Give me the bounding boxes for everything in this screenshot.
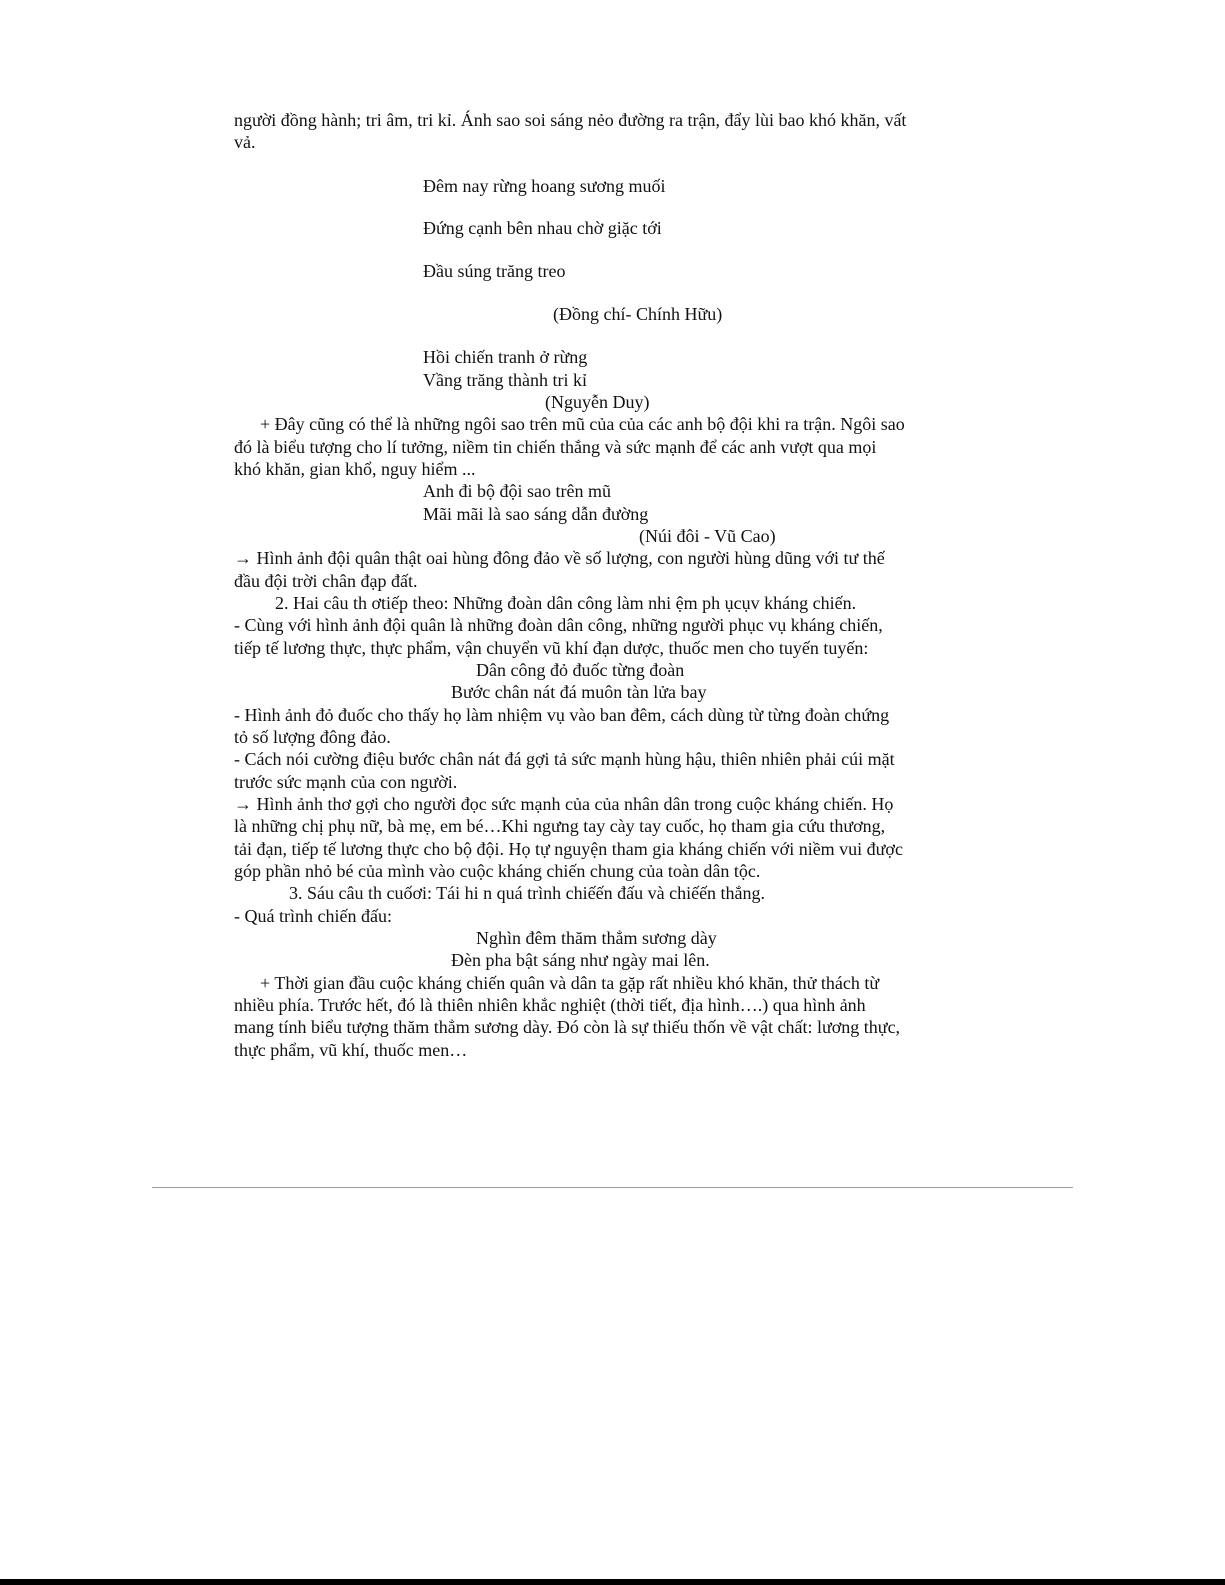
paragraph-line: trước sức mạnh của con người. (234, 772, 458, 792)
paragraph-line: - Cách nói cường điệu bước chân nát đá gợi tả sức mạnh hùng hậu, thiên nhiên phải cúi mặt (234, 749, 895, 769)
paragraph-line: - Quá trình chiến đấu: (234, 906, 392, 926)
poem-line: Bước chân nát đá muôn tàn lửa bay (451, 682, 707, 702)
poem-line: Đầu súng trăng treo (423, 261, 566, 281)
page-divider (152, 1187, 1073, 1188)
paragraph-line: đầu đội trời chân đạp đất. (234, 571, 418, 591)
paragraph-line: + Thời gian đầu cuộc kháng chiến quân và dân ta gặp rất nhiều khó khăn, thử thách từ (260, 973, 880, 993)
poem-line: Vầng trăng thành tri kỉ (423, 370, 587, 390)
bottom-edge-bar (0, 1579, 1225, 1585)
poem-citation: (Núi đôi - Vũ Cao) (639, 526, 776, 546)
poem-line: Đứng cạnh bên nhau chờ giặc tới (423, 218, 662, 238)
paragraph-line: thực phẩm, vũ khí, thuốc men… (234, 1040, 468, 1060)
poem-line: Anh đi bộ đội sao trên mũ (423, 481, 611, 501)
paragraph-line: đó là biểu tượng cho lí tưởng, niềm tin chiến thắng và sức mạnh để các anh vượt qua mọi (234, 437, 877, 457)
paragraph-line: → Hình ảnh thơ gợi cho người đọc sức mạnh của của nhân dân trong cuộc kháng chiến. Họ (234, 794, 894, 814)
paragraph-line: nhiều phía. Trước hết, đó là thiên nhiên khắc nghiệt (thời tiết, địa hình….) qua hình ảnh (234, 995, 866, 1015)
paragraph-line: tiếp tế lương thực, thực phẩm, vận chuyển vũ khí đạn dược, thuốc men cho tuyến tuyến: (234, 638, 869, 658)
paragraph-line: vả. (234, 132, 256, 152)
paragraph-line: mang tính biểu tượng thăm thẳm sương dày. Đó còn là sự thiếu thốn về vật chất: lương thực, (234, 1017, 901, 1037)
section-heading: 2. Hai câu th ơtiếp theo: Những đoàn dân công làm nhi ệm ph ụcụv kháng chiến. (275, 593, 857, 613)
paragraph-line: - Cùng với hình ảnh đội quân là những đoàn dân công, những người phục vụ kháng chiến, (234, 615, 883, 635)
poem-citation: (Nguyễn Duy) (545, 392, 650, 412)
poem-line: Hồi chiến tranh ở rừng (423, 347, 588, 367)
paragraph-line: góp phần nhỏ bé của mình vào cuộc kháng chiến chung của toàn dân tộc. (234, 861, 761, 881)
paragraph-line: khó khăn, gian khổ, nguy hiểm ... (234, 459, 476, 479)
paragraph-line: - Hình ảnh đỏ đuốc cho thấy họ làm nhiệm vụ vào ban đêm, cách dùng từ từng đoàn chứng (234, 705, 890, 725)
poem-line: Đèn pha bật sáng như ngày mai lên. (451, 950, 710, 970)
poem-line: Đêm nay rừng hoang sương muối (423, 176, 666, 196)
poem-line: Dân công đỏ đuốc từng đoàn (476, 660, 685, 680)
poem-line: Nghìn đêm thăm thẳm sương dày (476, 928, 717, 948)
paragraph-line: tỏ số lượng đông đảo. (234, 727, 391, 747)
paragraph-line: người đồng hành; tri âm, tri kỉ. Ánh sao soi sáng nẻo đường ra trận, đẩy lùi bao khó khăn, vất (234, 110, 907, 130)
paragraph-line: → Hình ảnh đội quân thật oai hùng đông đảo về số lượng, con người hùng dũng với tư thế (234, 548, 885, 568)
section-heading: 3. Sáu câu th cuốơi: Tái hi n quá trình chiếến đấu và chiếến thắng. (289, 883, 766, 903)
paragraph-line: + Đây cũng có thể là những ngôi sao trên mũ của của các anh bộ đội khi ra trận. Ngôi sao (260, 414, 905, 434)
paragraph-line: tải đạn, tiếp tế lương thực cho bộ đội. Họ tự nguyện tham gia kháng chiến với niềm vui được (234, 839, 903, 859)
poem-citation: (Đồng chí- Chính Hữu) (553, 304, 723, 324)
paragraph-line: là những chị phụ nữ, bà mẹ, em bé…Khi ngưng tay cày tay cuốc, họ tham gia cứu thương, (234, 816, 886, 836)
poem-line: Mãi mãi là sao sáng dẫn đường (423, 504, 649, 524)
